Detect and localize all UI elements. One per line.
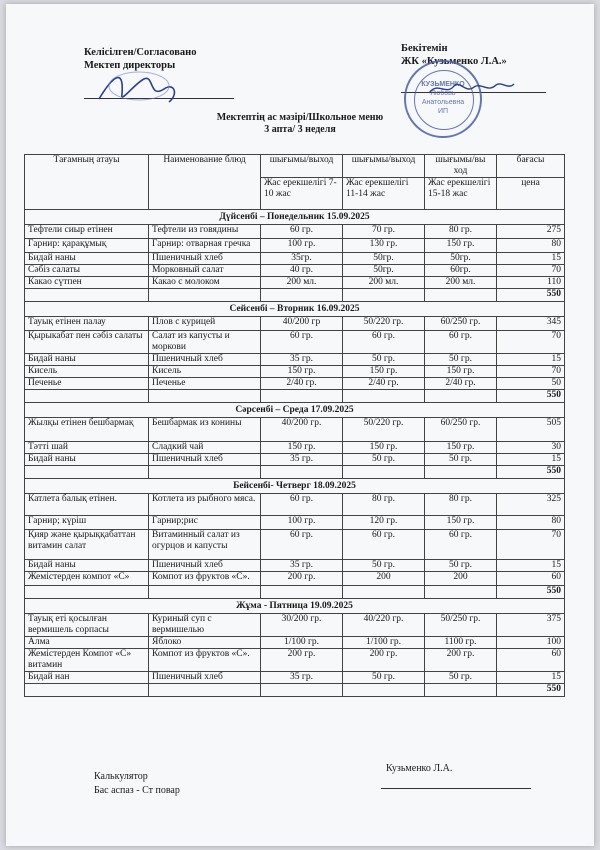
output-age-3: 60 гр. <box>425 331 497 354</box>
dish-name-rus: Пшеничный хлеб <box>149 560 261 572</box>
empty-cell <box>343 684 425 697</box>
dish-name-rus: Куриный суп с вермишелью <box>149 614 261 637</box>
dish-price: 15 <box>497 253 565 265</box>
output-age-1: 60 гр. <box>261 225 343 239</box>
output-age-2: 70 гр. <box>343 225 425 239</box>
output-age-2: 1/100 гр. <box>343 637 425 649</box>
dish-name-kaz: Гарнир; күріш <box>25 516 149 530</box>
output-age-3: 200 мл. <box>425 277 497 289</box>
dish-name-rus: Морковный салат <box>149 265 261 277</box>
empty-cell <box>343 289 425 302</box>
empty-cell <box>25 586 149 599</box>
output-age-2: 200 гр. <box>343 649 425 672</box>
output-age-2: 50гр. <box>343 253 425 265</box>
output-age-1: 60 гр. <box>261 494 343 516</box>
empty-cell <box>149 390 261 403</box>
output-age-2: 120 гр. <box>343 516 425 530</box>
output-age-2: 50 гр. <box>343 454 425 466</box>
dish-name-rus: Котлета из рыбного мяса. <box>149 494 261 516</box>
output-age-2: 40/220 гр. <box>343 614 425 637</box>
empty-cell <box>25 684 149 697</box>
output-age-1: 100 гр. <box>261 516 343 530</box>
dish-name-kaz: Печенье <box>25 378 149 390</box>
dish-price: 30 <box>497 442 565 454</box>
empty-cell <box>425 289 497 302</box>
dish-name-rus: Гарнир: отварная гречка <box>149 239 261 253</box>
output-age-2: 50 гр. <box>343 560 425 572</box>
output-age-2: 50 гр. <box>343 354 425 366</box>
empty-cell <box>149 684 261 697</box>
dish-price: 110 <box>497 277 565 289</box>
day-total: 550 <box>497 390 565 403</box>
output-age-1: 35 гр. <box>261 560 343 572</box>
dish-name-rus: Печенье <box>149 378 261 390</box>
dish-price: 70 <box>497 265 565 277</box>
dish-price: 275 <box>497 225 565 239</box>
dish-name-kaz: Гарнир: қарақұмық <box>25 239 149 253</box>
output-age-1: 150 гр. <box>261 366 343 378</box>
dish-name-rus: Кисель <box>149 366 261 378</box>
col-header-rus-name: Наименование блюд <box>149 155 261 210</box>
output-age-2: 200 мл. <box>343 277 425 289</box>
dish-price: 505 <box>497 418 565 442</box>
day-total-row <box>25 390 565 403</box>
stamp-name: КУЗЬМЕНКО <box>421 81 465 88</box>
output-age-3: 150 гр. <box>425 366 497 378</box>
output-age-2: 80 гр. <box>343 494 425 516</box>
dish-name-kaz: Жемістерден компот «С» <box>25 572 149 586</box>
stamp-line3: Анатольевна <box>421 99 465 106</box>
output-age-2: 50/220 гр. <box>343 317 425 331</box>
dish-name-kaz: Сәбіз салаты <box>25 265 149 277</box>
output-age-2: 60 гр. <box>343 331 425 354</box>
output-age-1: 40/200 гр <box>261 317 343 331</box>
day-header-row <box>25 210 565 225</box>
title-line2: 3 апта/ 3 неделя <box>264 124 336 135</box>
day-header-row <box>25 302 565 317</box>
menu-row <box>25 331 565 354</box>
dish-price: 60 <box>497 572 565 586</box>
col-header-kaz-name: Тағамның атауы <box>25 155 149 210</box>
output-age-1: 40/200 гр. <box>261 418 343 442</box>
col-header-output-1: шығымы/выход <box>261 155 343 178</box>
menu-row <box>25 317 565 331</box>
output-age-1: 35гр. <box>261 253 343 265</box>
output-age-1: 2/40 гр. <box>261 378 343 390</box>
empty-cell <box>25 390 149 403</box>
dish-name-rus: Пшеничный хлеб <box>149 354 261 366</box>
output-age-2: 60 гр. <box>343 530 425 560</box>
output-age-1: 60 гр. <box>261 331 343 354</box>
output-age-3: 150 гр. <box>425 442 497 454</box>
dish-name-rus: Салат из капусты и моркови <box>149 331 261 354</box>
menu-row <box>25 516 565 530</box>
output-age-1: 150 гр. <box>261 442 343 454</box>
dish-name-kaz: Тәтті шай <box>25 442 149 454</box>
day-header-row <box>25 599 565 614</box>
chef-label: Бас аспаз - Ст повар <box>94 785 180 796</box>
output-age-3: 2/40 гр. <box>425 378 497 390</box>
signer-name: Кузьменко Л.А. <box>386 763 453 774</box>
dish-name-kaz: Алма <box>25 637 149 649</box>
dish-price: 70 <box>497 366 565 378</box>
dish-price: 70 <box>497 530 565 560</box>
col-header-age-3: Жас ерекшелігі 15-18 жас <box>425 178 497 210</box>
output-age-3: 1100 гр. <box>425 637 497 649</box>
empty-cell <box>261 466 343 479</box>
menu-row <box>25 442 565 454</box>
calc-label: Калькулятор <box>94 771 148 782</box>
page-title <box>6 112 594 136</box>
day-header-row <box>25 403 565 418</box>
empty-cell <box>343 466 425 479</box>
dish-name-kaz: Қияр және қырыққабаттан витамин салат <box>25 530 149 560</box>
output-age-3: 200 <box>425 572 497 586</box>
dish-price: 345 <box>497 317 565 331</box>
empty-cell <box>149 289 261 302</box>
empty-cell <box>261 289 343 302</box>
col-header-age-1: Жас ерекшелігі 7-10 жас <box>261 178 343 210</box>
menu-row <box>25 225 565 239</box>
dish-price: 15 <box>497 454 565 466</box>
dish-name-kaz: Бидай наны <box>25 253 149 265</box>
dish-name-rus: Пшеничный хлеб <box>149 454 261 466</box>
footer-signature-line <box>381 788 531 789</box>
day-total-row <box>25 586 565 599</box>
menu-row <box>25 530 565 560</box>
empty-cell <box>149 466 261 479</box>
empty-cell <box>25 289 149 302</box>
output-age-1: 35 гр. <box>261 672 343 684</box>
day-total-row <box>25 289 565 302</box>
title-line1: Мектептің ас мәзірі/Школьное меню <box>216 112 384 123</box>
menu-row <box>25 572 565 586</box>
dish-name-rus: Какао с молоком <box>149 277 261 289</box>
menu-row <box>25 614 565 637</box>
col-header-price-2: цена <box>497 178 565 210</box>
output-age-1: 1/100 гр. <box>261 637 343 649</box>
dish-price: 15 <box>497 560 565 572</box>
menu-row <box>25 454 565 466</box>
dish-name-rus: Компот из фруктов «С». <box>149 649 261 672</box>
output-age-2: 50 гр. <box>343 672 425 684</box>
output-age-1: 30/200 гр. <box>261 614 343 637</box>
dish-price: 80 <box>497 239 565 253</box>
output-age-3: 80 гр. <box>425 494 497 516</box>
dish-price: 70 <box>497 331 565 354</box>
dish-price: 60 <box>497 649 565 672</box>
empty-cell <box>261 684 343 697</box>
dish-name-rus: Сладкий чай <box>149 442 261 454</box>
output-age-1: 35 гр. <box>261 354 343 366</box>
empty-cell <box>25 466 149 479</box>
dish-name-rus: Витаминный салат из огурцов и капусты <box>149 530 261 560</box>
dish-name-kaz: Какао сүтпен <box>25 277 149 289</box>
output-age-1: 35 гр. <box>261 454 343 466</box>
menu-row <box>25 354 565 366</box>
empty-cell <box>425 390 497 403</box>
output-age-1: 200 мл. <box>261 277 343 289</box>
day-title: Сәрсенбі – Среда 17.09.2025 <box>25 403 565 418</box>
dish-price: 80 <box>497 516 565 530</box>
menu-row <box>25 265 565 277</box>
output-age-3: 80 гр. <box>425 225 497 239</box>
dish-name-kaz: Бидай наны <box>25 560 149 572</box>
dish-name-rus: Пшеничный хлеб <box>149 672 261 684</box>
dish-name-rus: Компот из фруктов «С». <box>149 572 261 586</box>
output-age-1: 40 гр. <box>261 265 343 277</box>
footer-right <box>386 762 452 776</box>
day-total: 550 <box>497 684 565 697</box>
agreed-line2: Мектеп директоры <box>84 60 176 71</box>
empty-cell <box>149 586 261 599</box>
menu-row <box>25 366 565 378</box>
menu-row <box>25 637 565 649</box>
output-age-3: 50 гр. <box>425 560 497 572</box>
empty-cell <box>261 390 343 403</box>
dish-name-rus: Пшеничный хлеб <box>149 253 261 265</box>
dish-name-kaz: Жылқы етінен бешбармақ <box>25 418 149 442</box>
output-age-2: 2/40 гр. <box>343 378 425 390</box>
dish-name-kaz: Бидай наны <box>25 454 149 466</box>
approved-line1: Бекітемін <box>401 43 448 54</box>
output-age-1: 200 гр. <box>261 649 343 672</box>
empty-cell <box>425 466 497 479</box>
day-total: 550 <box>497 289 565 302</box>
menu-row <box>25 239 565 253</box>
day-total-row <box>25 466 565 479</box>
director-signature <box>94 64 184 109</box>
agreed-line1: Келісілген/Согласовано <box>84 47 197 58</box>
dish-name-rus: Яблоко <box>149 637 261 649</box>
menu-body <box>25 210 565 697</box>
owner-signature <box>426 78 516 100</box>
output-age-2: 50гр. <box>343 265 425 277</box>
output-age-3: 50гр. <box>425 253 497 265</box>
menu-row <box>25 672 565 684</box>
menu-row <box>25 277 565 289</box>
day-total: 550 <box>497 586 565 599</box>
output-age-3: 150 гр. <box>425 239 497 253</box>
day-total: 550 <box>497 466 565 479</box>
output-age-3: 60гр. <box>425 265 497 277</box>
dish-name-rus: Бешбармак из конины <box>149 418 261 442</box>
output-age-2: 130 гр. <box>343 239 425 253</box>
dish-name-kaz: Жемістерден Компот «С» витамин <box>25 649 149 672</box>
dish-price: 100 <box>497 637 565 649</box>
menu-row <box>25 649 565 672</box>
dish-name-kaz: Бидай наны <box>25 354 149 366</box>
empty-cell <box>343 390 425 403</box>
output-age-1: 200 гр. <box>261 572 343 586</box>
output-age-3: 50 гр. <box>425 354 497 366</box>
output-age-3: 60/250 гр. <box>425 418 497 442</box>
output-age-2: 150 гр. <box>343 442 425 454</box>
menu-row <box>25 418 565 442</box>
menu-table <box>24 154 565 697</box>
empty-cell <box>425 586 497 599</box>
output-age-2: 150 гр. <box>343 366 425 378</box>
dish-name-kaz: Кисель <box>25 366 149 378</box>
output-age-3: 150 гр. <box>425 516 497 530</box>
empty-cell <box>343 586 425 599</box>
output-age-1: 60 гр. <box>261 530 343 560</box>
dish-name-kaz: Тауық еті қосылған вермишель сорпасы <box>25 614 149 637</box>
dish-name-rus: Плов с курицей <box>149 317 261 331</box>
col-header-price: бағасы <box>497 155 565 178</box>
document-page <box>6 4 594 846</box>
dish-name-rus: Тефтели из говядины <box>149 225 261 239</box>
menu-row <box>25 253 565 265</box>
stamp-line4: ИП <box>437 108 449 115</box>
header-row <box>25 155 565 178</box>
output-age-2: 200 <box>343 572 425 586</box>
menu-row <box>25 494 565 516</box>
output-age-1: 100 гр. <box>261 239 343 253</box>
dish-name-kaz: Бидай нан <box>25 672 149 684</box>
output-age-3: 50 гр. <box>425 454 497 466</box>
day-title: Бейсенбі- Четверг 18.09.2025 <box>25 479 565 494</box>
day-title: Дүйсенбі – Понедельник 15.09.2025 <box>25 210 565 225</box>
dish-price: 50 <box>497 378 565 390</box>
dish-price: 15 <box>497 354 565 366</box>
dish-name-kaz: Тауық етінен палау <box>25 317 149 331</box>
output-age-3: 50/250 гр. <box>425 614 497 637</box>
footer-left <box>94 770 180 798</box>
col-header-age-2: Жас ерекшелігі 11-14 жас <box>343 178 425 210</box>
dish-name-kaz: Тефтели сиыр етінен <box>25 225 149 239</box>
day-total-row <box>25 684 565 697</box>
output-age-3: 60 гр. <box>425 530 497 560</box>
dish-price: 375 <box>497 614 565 637</box>
dish-name-kaz: Қырыкабат пен сәбіз салаты <box>25 331 149 354</box>
output-age-3: 50 гр. <box>425 672 497 684</box>
dish-price: 325 <box>497 494 565 516</box>
output-age-3: 60/250 гр. <box>425 317 497 331</box>
menu-row <box>25 560 565 572</box>
day-title: Жұма - Пятница 19.09.2025 <box>25 599 565 614</box>
dish-name-rus: Гарнир;рис <box>149 516 261 530</box>
approved-line2: ЖК «Кузьменко Л.А.» <box>401 56 507 67</box>
output-age-2: 50/220 гр. <box>343 418 425 442</box>
menu-row <box>25 378 565 390</box>
empty-cell <box>261 586 343 599</box>
dish-name-kaz: Катлета балық етінен. <box>25 494 149 516</box>
dish-price: 15 <box>497 672 565 684</box>
col-header-output-2: шығымы/выход <box>343 155 425 178</box>
day-header-row <box>25 479 565 494</box>
col-header-output-3: шығымы/вы ход <box>425 155 497 178</box>
stamp-line2: Любовь <box>430 90 456 97</box>
empty-cell <box>425 684 497 697</box>
day-title: Сейсенбі – Вторник 16.09.2025 <box>25 302 565 317</box>
output-age-3: 200 гр. <box>425 649 497 672</box>
